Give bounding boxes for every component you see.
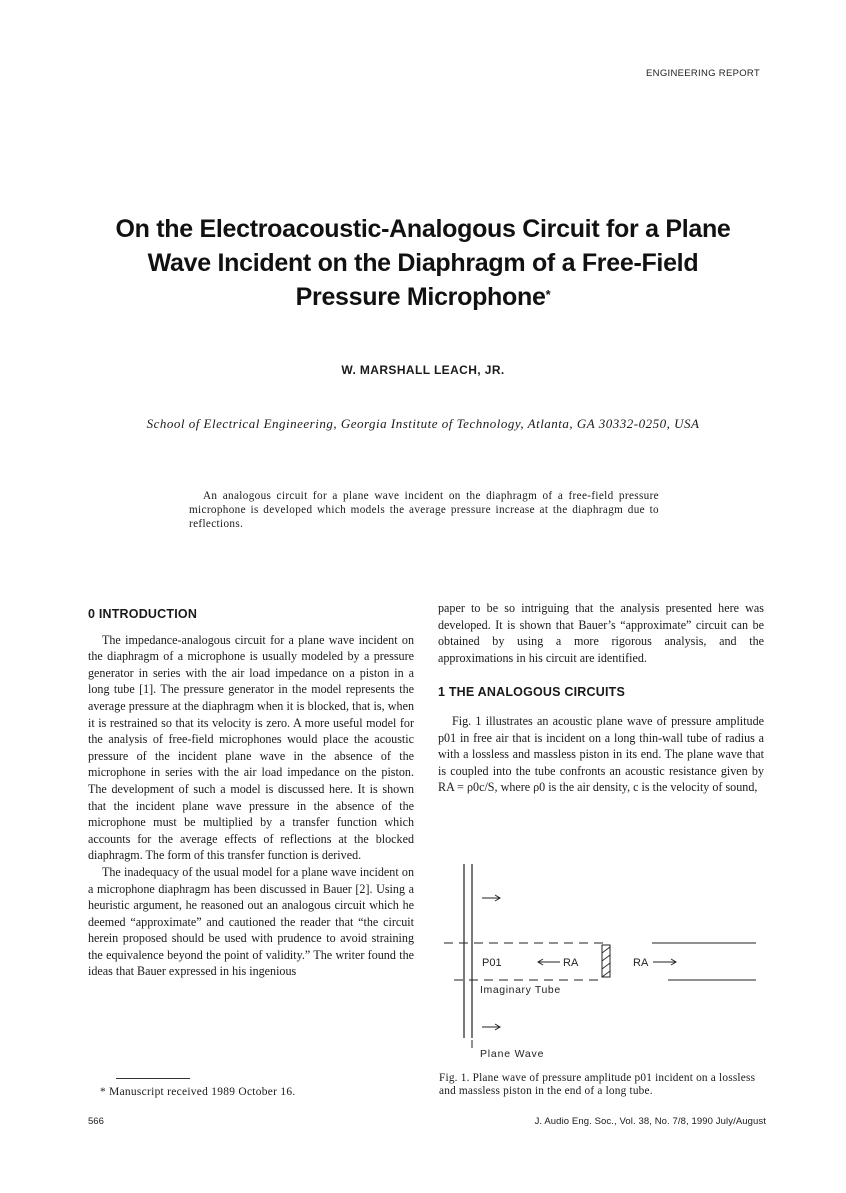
plane-wave-label: Plane Wave — [480, 1048, 545, 1060]
resistance-label-right: RA — [633, 957, 649, 969]
author-affiliation: School of Electrical Engineering, Georgia Institute of Technology, Atlanta, GA 30332-0250, USA — [146, 416, 700, 431]
left-column — [88, 606, 414, 980]
section-heading-introduction: 0 INTRODUCTION — [88, 607, 198, 621]
ra-arrow-left — [538, 959, 560, 965]
journal-reference: J. Audio Eng. Soc., Vol. 38, No. 7/8, 1990 July/August — [534, 1116, 766, 1127]
intro-paragraph-1: The impedance-analogous circuit for a plane wave incident on the diaphragm of a microphone is usually modeled by a pressure generator in series with the air load impedance on a piston in a long tube [1]. The pressure generator in the model represents the average pressure at the diaphragm when it is blocked, that is, when it is restrained so that its velocity is zero. A more useful model for the analysis of free-field microphones would place the acoustic pressure of the incident plane wave in the absence of the microphone in series with the air load impedance on the piston. The development of such a model is discussed here. It is shown that the incident plane wave pressure in the absence of the microphone must be multiplied by a transfer function which accounts for the average effects of reflections at the blocked diaphragm. The form of this transfer function is derived. — [88, 632, 414, 863]
report-type-label: ENGINEERING REPORT — [646, 68, 760, 79]
title-line-2: Wave Incident on the Diaphragm of a Free-Field — [147, 249, 699, 277]
piston — [602, 945, 610, 977]
author-name: W. MARSHALL LEACH, JR. — [341, 363, 505, 377]
abstract: An analogous circuit for a plane wave incident on the diaphragm of a free-field pressure microphone is developed which models the average pressure increase at the diaphragm due to reflections. — [189, 490, 659, 530]
figure-1-caption: Fig. 1. Plane wave of pressure amplitude p01 incident on a lossless and massless piston in the end of a long tube. — [439, 1072, 756, 1097]
intro-paragraph-2-continued: paper to be so intriguing that the analysis presented here was developed. It is shown that Bauer’s “approximate” circuit can be obtained by using a more rigorous analysis, and the approximations in his circuit are identified. — [438, 601, 764, 665]
paper-title — [60, 212, 786, 314]
right-column — [438, 600, 764, 796]
title-footnote-marker: * — [545, 287, 551, 302]
circuits-paragraph-1: Fig. 1 illustrates an acoustic plane wave of pressure amplitude p01 in free air that is incident on a long thin-wall tube of radius a with a lossless and massless piston in its end. The plane wave that is coupled into the tube confronts an acoustic resistance given by RA = ρ0c/S, where ρ0 is the air density, c is the velocity of sound, — [438, 713, 764, 795]
page-number: 566 — [88, 1116, 104, 1127]
title-line-1: On the Electroacoustic-Analogous Circuit for a Plane — [115, 215, 731, 243]
pressure-label: P01 — [482, 957, 502, 969]
propagation-arrow-bottom — [482, 1024, 500, 1030]
manuscript-footnote: * Manuscript received 1989 October 16. — [100, 1086, 296, 1098]
footnote-divider — [116, 1078, 190, 1079]
resistance-label-left: RA — [563, 957, 579, 969]
figure-1-diagram — [440, 856, 770, 1066]
title-line-3: Pressure Microphone — [295, 283, 546, 311]
figure-1-svg — [440, 856, 770, 1066]
section-heading-analogous-circuits: 1 THE ANALOGOUS CIRCUITS — [438, 685, 625, 700]
imaginary-tube-label: Imaginary Tube — [480, 984, 561, 996]
intro-paragraph-2: The inadequacy of the usual model for a plane wave incident on a microphone diaphragm has been discussed in Bauer [2]. Using a heuristic argument, he reasoned out an analogous circuit which he deemed “approximate” and cautioned the reader that “the circuit herein proposed should be used with prudence to avoid straining the equivalence beyond the point of validity.” The writer found the ideas that Bauer expressed in his ingenious — [88, 864, 414, 979]
ra-arrow-right — [653, 959, 676, 965]
propagation-arrow-top — [482, 895, 500, 901]
